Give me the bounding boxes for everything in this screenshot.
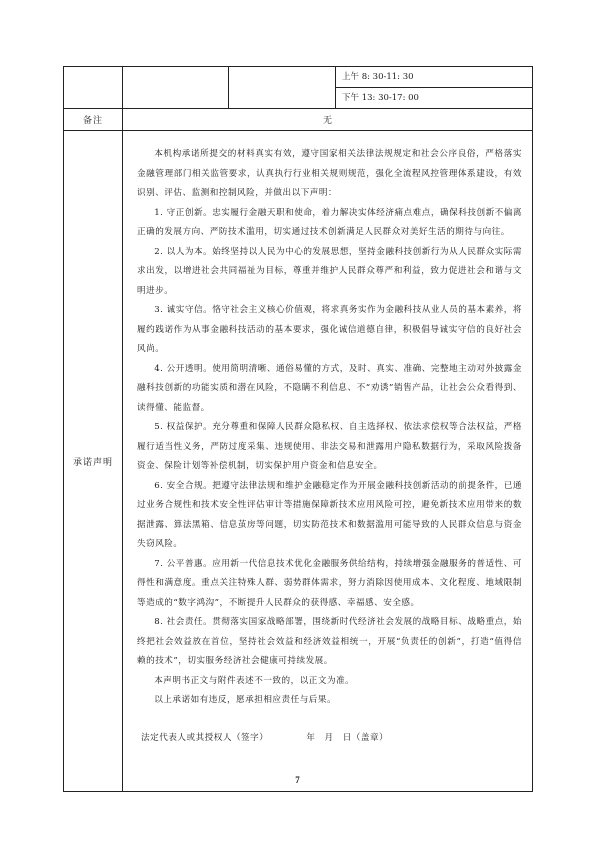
declaration-paragraph: 6. 安全合规。把遵守法律法规和维护金融稳定作为开展金融科技创新活动的前提条件，已通过业务合规性和技术安全性评估审计等措施保障新技术应用风险可控，避免新技术应用带来的数据泄露、算法黑箱、信息茧房等问题，切实防范技术和数据滥用可能导致的人民群众信息与资金失窃风险。 bbox=[137, 480, 522, 549]
declaration-paragraph: 本声明书正文与附件表述不一致的，以正文为准。 bbox=[154, 675, 355, 686]
date-seal-label: 年 月 日（盖章） bbox=[306, 732, 389, 743]
declaration-body bbox=[123, 131, 533, 792]
declaration-paragraph: 3. 诚实守信。恪守社会主义核心价值观，将求真务实作为金融科技从业人员的基本素养，将履约践诺作为从事金融科技活动的基本要求，强化诚信道德自律，积极倡导诚实守信的良好社会风尚。 bbox=[137, 305, 522, 354]
empty-cell bbox=[64, 67, 123, 109]
declaration-paragraph: 以上承诺如有违反，愿承担相应责任与后果。 bbox=[154, 695, 337, 705]
declaration-paragraph: 1. 守正创新。忠实履行金融天职和使命，着力解决实体经济痛点难点，确保科技创新不偏离正确的发展方向、严防技术滥用，切实通过技术创新满足人民群众对美好生活的期待与向往。 bbox=[137, 207, 522, 237]
declaration-row bbox=[64, 131, 533, 792]
declaration-paragraph: 7. 公平普惠。应用新一代信息技术优化金融服务供给结构，持续增强金融服务的普适性、可得性和满意度。重点关注特殊人群、弱势群体需求，努力消除因使用成本、文化程度、地域限制等造成的“数字鸿沟”，不断提升人民群众的获得感、幸福感、安全感。 bbox=[137, 558, 522, 608]
declaration-paragraph: 8. 社会责任。贯彻落实国家战略部署，围绕新时代经济社会发展的战略目标、战略重点，始终把社会效益放在首位，坚持社会效益和经济效益相统一，开展“负责任的创新”，打造“值得信赖的技术”，切实服务经济社会健康可持续发展。 bbox=[137, 617, 522, 666]
declaration-paragraph: 2. 以人为本。始终坚持以人民为中心的发展思想，坚持金融科技创新行为从人民群众实际需求出发，以增进社会共同福祉为目标，尊重并维护人民群众尊严和利益，致力促进社会和谐与文明进步。 bbox=[137, 246, 522, 296]
business-hours-cell bbox=[336, 67, 533, 109]
declaration-paragraph: 5. 权益保护。充分尊重和保障人民群众隐私权、自主选择权、依法求偿权等合法权益，严格履行适当性义务，严防过度采集、违规使用、非法交易和泄露用户隐私数据行为，采取风险拨备资金、保险计划等补偿机制，切实保护用户资金和信息安全。 bbox=[137, 422, 522, 471]
remarks-label: 备注 bbox=[64, 109, 123, 131]
signer-label: 法定代表人或其授权人（签字） bbox=[141, 732, 269, 743]
morning-hours: 上午 8: 30-11: 30 bbox=[342, 72, 414, 82]
afternoon-hours: 下午 13: 30-17: 00 bbox=[336, 87, 532, 108]
form-table bbox=[63, 66, 533, 792]
hours-row bbox=[64, 67, 533, 109]
remarks-row bbox=[64, 109, 533, 131]
remarks-value: 无 bbox=[123, 109, 533, 131]
declaration-paragraph: 本机构承诺所提交的材料真实有效，遵守国家相关法律法规规定和社会公序良俗，严格落实金融管理部门相关监管要求，认真执行行业相关规则规范，强化全流程风控管理体系建设，有效识别、评估、监测和控制风险，并做出以下声明： bbox=[137, 149, 522, 198]
page-number: 7 bbox=[295, 775, 300, 785]
empty-cell bbox=[123, 67, 229, 109]
declaration-label: 承诺声明 bbox=[64, 131, 123, 792]
empty-cell bbox=[229, 67, 336, 109]
signature-line bbox=[137, 731, 522, 743]
declaration-paragraph: 4. 公开透明。使用简明清晰、通俗易懂的方式，及时、真实、准确、完整地主动对外披露金融科技创新的功能实质和潜在风险，不隐瞒不利信息、不“劝诱”销售产品，让社会公众看得到、读得懂、能监督。 bbox=[137, 363, 522, 413]
